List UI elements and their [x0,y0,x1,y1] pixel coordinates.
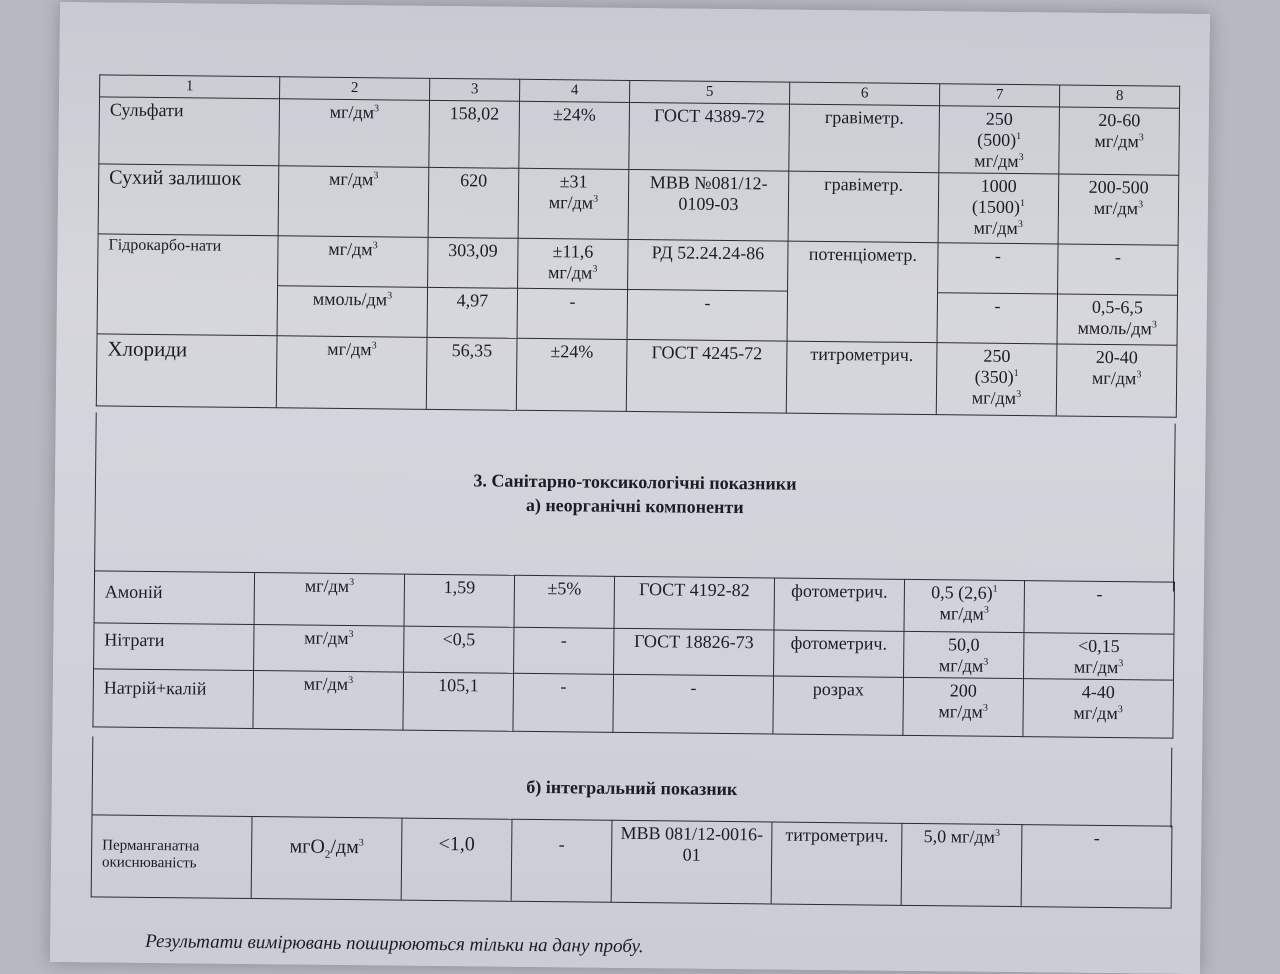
value-cell: 4,97 [427,288,518,339]
section3b-title: б) інтегральний показник [526,776,738,800]
table-row [96,334,1177,417]
col-number: 5 [630,80,790,104]
col-number: 7 [939,84,1059,108]
value-cell: 105,1 [403,672,514,731]
value-cell: 56,35 [426,338,517,411]
table-row [99,97,1180,175]
norm-cell: 0,5 $(2,6)^1$ $мг/дм^3$ [904,579,1025,632]
range-cell: 20-60 $мг/дм^3$ [1059,107,1180,175]
bottom-table [91,814,1173,908]
section3a-title: а) неорганічні компоненти [525,495,744,518]
unit-cell: $мгО_2/дм^3$ [251,817,402,901]
footer-note: Результати вимірювань поширюються тільки на дану пробу. [145,930,644,958]
value-cell: 158,02 [429,101,520,169]
unit-cell: $мг/дм^3$ [254,573,405,627]
method-cell: - [613,675,774,735]
col-number: 6 [789,82,939,106]
value-cell: 303,09 [428,238,519,289]
table-row [98,234,1178,295]
error-cell: ±11,6 $мг/дм^3$ [518,239,629,290]
error-cell: - [513,674,614,733]
technique-cell: розрах [773,676,904,735]
indicator-name: Гідрокарбо-нати [97,234,278,336]
range-cell: - [1058,244,1179,295]
indicator-name: Сухий залишок [98,164,279,236]
section3-title: 3. Санітарно-токсикологічні показники [473,470,797,494]
error-cell: - [511,819,612,902]
indicator-name: Хлориди [96,334,277,408]
value-cell: <0,5 [404,626,514,674]
method-cell: ГОСТ 4389-72 [629,103,790,172]
table-row [98,164,1179,245]
unit-cell: $мг/дм^3$ [276,336,427,410]
range-cell: 20-40 $мг/дм^3$ [1056,344,1177,417]
unit-cell: $мг/дм^3$ [253,671,404,731]
range-cell: <0,15 $мг/дм^3$ [1023,633,1173,681]
indicator-name: Перманганатна окиснюваність [91,815,252,899]
technique-cell: фотометрич. [774,630,904,678]
technique-cell: потенціометр. [787,241,938,343]
unit-cell: $мг/дм^3$ [254,625,404,673]
indicator-name: Нітрати [94,623,254,671]
technique-cell: гравіметр. [789,104,940,173]
method-cell: ГОСТ 4192-82 [614,576,775,630]
unit-cell: $мг/дм^3$ [278,236,429,288]
unit-cell: ммоль/$дм^3$ [277,286,428,338]
error-cell: - [514,627,614,674]
col-number: 3 [430,78,520,101]
method-cell: МВВ №081/12-0109-03 [628,170,789,242]
technique-cell: титрометрич. [771,822,902,905]
norm-cell: 50,0 $мг/дм^3$ [904,631,1024,679]
range-cell: - [1021,825,1172,909]
col-number: 8 [1059,85,1179,109]
value-cell: 620 [428,168,519,239]
norm-cell: 5,0 $мг/дм^3$ [901,823,1022,906]
indicator-name: Сульфати [99,97,280,166]
table-row [93,669,1174,738]
error-cell: ±24% [519,102,630,170]
range-cell: 0,5-6,5 ммоль/$дм^3$ [1057,294,1178,345]
indicator-name: Натрій+калій [93,669,254,729]
document-sheet [50,2,1210,974]
norm-cell: 1000 $(1500)^1$ $мг/дм^3$ [938,173,1059,244]
indicator-name: Амоній [94,571,255,625]
error-cell: ±24% [516,339,627,412]
range-cell: - [1024,581,1175,635]
unit-cell: $мг/дм^3$ [279,99,430,168]
error-cell: ±5% [514,575,615,628]
norm-cell: 250 $(500)^1$ $мг/дм^3$ [939,106,1060,174]
value-cell: 1,59 [404,574,515,627]
col-number: 1 [100,75,280,99]
middle-table [92,570,1175,739]
value-cell: <1,0 [401,818,512,901]
norm-cell: 250 $(350)^1$ $мг/дм^3$ [936,343,1057,416]
technique-cell: титрометрич. [786,341,937,415]
norm-cell: - [937,293,1058,344]
technique-cell: фотометрич. [774,578,905,631]
method-cell: ГОСТ 18826-73 [614,628,774,676]
norm-cell: 200 $мг/дм^3$ [903,678,1024,737]
range-cell: 4-40 $мг/дм^3$ [1023,679,1174,739]
top-table [96,74,1180,418]
technique-cell: гравіметр. [788,171,939,243]
error-cell: - [517,289,628,340]
error-cell: ±31 $мг/дм^3$ [518,169,629,240]
col-number: 4 [520,79,630,102]
range-cell: 200-500 $мг/дм^3$ [1058,174,1179,245]
method-cell: МВВ 081/12-0016-01 [611,820,772,904]
col-number: 2 [280,77,430,101]
table-row [91,815,1172,908]
method-cell: ГОСТ 4245-72 [626,340,787,414]
unit-cell: $мг/дм^3$ [278,166,429,238]
method-cell: РД 52.24.24-86 [628,240,789,292]
method-cell: - [627,290,788,342]
norm-cell: - [938,243,1059,294]
